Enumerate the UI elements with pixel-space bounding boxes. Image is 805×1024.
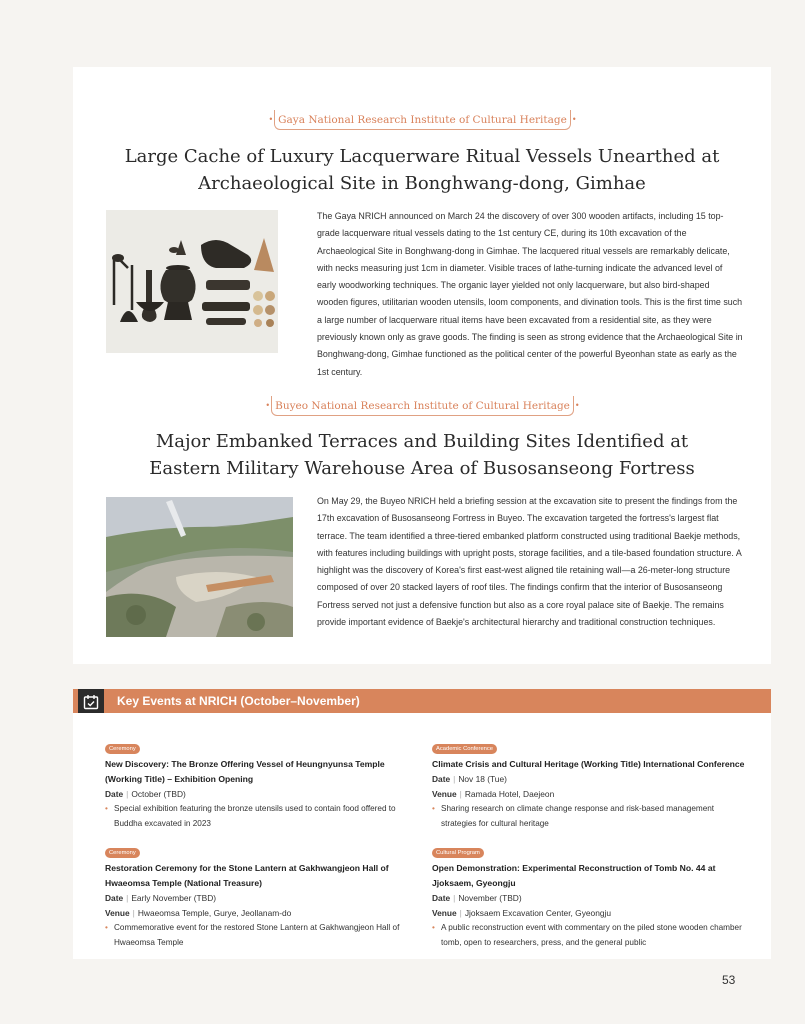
events-heading: Key Events at NRICH (October–November) bbox=[117, 694, 360, 708]
event-category-badge: Academic Conference bbox=[432, 744, 497, 754]
date-value: October (TBD) bbox=[131, 789, 186, 799]
date-label: Date bbox=[105, 789, 124, 799]
event-title: Open Demonstration: Experimental Reconstruction of Tomb No. 44 at Jjoksaem, Gyeongju bbox=[432, 863, 716, 888]
event-category-badge: Ceremony bbox=[105, 744, 140, 754]
event-venue: Venue | Hwaeomsa Temple, Gurye, Jeollanam-do bbox=[105, 908, 292, 918]
institute-tag: • Gaya National Research Institute of Cultural Heritage • bbox=[274, 110, 571, 130]
venue-value: Jjoksaem Excavation Center, Gyeongju bbox=[464, 908, 612, 918]
event-date: Date | Early November (TBD) bbox=[105, 893, 217, 903]
article-title-line: Major Embanked Terraces and Building Sites Identified at bbox=[155, 431, 689, 452]
venue-label: Venue bbox=[105, 908, 130, 918]
event-item bbox=[432, 737, 750, 831]
date-label: Date bbox=[432, 774, 451, 784]
event-category-badge: Cultural Program bbox=[432, 848, 484, 858]
events-panel bbox=[73, 713, 771, 959]
event-description: • Special exhibition featuring the bronze utensils used to contain food offered to Buddha excavated in 2023 bbox=[105, 802, 423, 831]
event-title: Climate Crisis and Cultural Heritage (Working Title) International Conference bbox=[432, 759, 745, 769]
event-description: • Sharing research on climate change response and risk-based management strategies for cultural heritage bbox=[432, 802, 750, 831]
event-date: Date | Nov 18 (Tue) bbox=[432, 774, 507, 784]
article-title bbox=[73, 143, 771, 197]
event-venue: Venue | Jjoksaem Excavation Center, Gyeongju bbox=[432, 908, 612, 918]
event-title: New Discovery: The Bronze Offering Vessel of Heungnyunsa Temple (Working Title) – Exhibition Opening bbox=[105, 759, 385, 784]
date-value: Nov 18 (Tue) bbox=[458, 774, 507, 784]
institute-name: Buyeo National Research Institute of Cultural Heritage bbox=[275, 399, 570, 412]
venue-label: Venue bbox=[432, 908, 457, 918]
page-number: 53 bbox=[722, 973, 736, 987]
article-title-line: Eastern Military Warehouse Area of Busosanseong Fortress bbox=[149, 458, 695, 479]
date-value: Early November (TBD) bbox=[131, 893, 217, 903]
article-title-line: Archaeological Site in Bonghwang-dong, Gimhae bbox=[198, 173, 646, 194]
fortress-aerial-photo bbox=[106, 497, 293, 637]
event-item bbox=[105, 737, 423, 831]
date-label: Date bbox=[432, 893, 451, 903]
date-label: Date bbox=[105, 893, 124, 903]
event-item bbox=[432, 841, 750, 950]
article-title-line: Large Cache of Luxury Lacquerware Ritual Vessels Unearthed at bbox=[124, 146, 720, 167]
institute-name: Gaya National Research Institute of Cultural Heritage bbox=[278, 113, 567, 126]
event-category-badge: Ceremony bbox=[105, 848, 140, 858]
event-item bbox=[105, 841, 423, 950]
venue-label: Venue bbox=[432, 789, 457, 799]
articles-card bbox=[73, 67, 771, 664]
lacquerware-artifacts-photo bbox=[106, 210, 278, 353]
article-body: The Gaya NRICH announced on March 24 the discovery of over 300 wooden artifacts, including 15 top-grade lacquerware ritual vessels dating to the 1st century CE, during its 10th excavation of the Archaeological Site in Bonghwang-dong in Gimhae. The lacquered ritual vessels are remarkably delicate, with necks measuring just 1cm in diameter. Visible traces of lathe-turning indicate the advanced level of early woodworking techniques. The organic layer yielded not only lacquerware, but also bird-shaped wooden figures, utilitarian wooden utensils, loom components, and divination tools. This is the first time such a large number of lacquerware ritual items have been excavated from a residential site, as they were previously known only as grave goods. The finding is seen as strong evidence that the Archaeological Site in Bonghwang-dong, Gimhae functioned as the political center of the powerful Byeonhan state as early as the 1st century. bbox=[317, 211, 743, 377]
event-description: • A public reconstruction event with commentary on the piled stone wooden chamber tomb, open to researchers, press, and the general public bbox=[432, 921, 750, 950]
event-title: Restoration Ceremony for the Stone Lantern at Gakhwangjeon Hall of Hwaeomsa Temple (National Treasure) bbox=[105, 863, 389, 888]
event-venue: Venue | Ramada Hotel, Daejeon bbox=[432, 789, 555, 799]
event-description: • Commemorative event for the restored Stone Lantern at Gakhwangjeon Hall of Hwaeomsa Temple bbox=[105, 921, 423, 950]
calendar-check-icon bbox=[78, 689, 104, 715]
institute-tag: • Buyeo National Research Institute of Cultural Heritage • bbox=[271, 396, 574, 416]
article-title bbox=[73, 428, 771, 482]
article-body: On May 29, the Buyeo NRICH held a briefing session at the excavation site to present the findings from the 17th excavation of Busosanseong Fortress in Buyeo. The excavation targeted the fortress's largest flat terrace. The team identified a three-tiered embanked platform constructed using traditional Baekje methods, with features including buildings with upright posts, storage facilities, and a tile-based foundation structure. A highlight was the discovery of Korea's first east-west aligned tile retaining wall—a 26-meter-long structure composed of over 20 stacked layers of roof tiles. The findings confirm that the interior of Busosanseong Fortress served not just a defensive function but also as a core royal palace site of Baekje. The remains provide important evidence of Baekje's architectural hierarchy and traditional construction techniques. bbox=[317, 496, 742, 628]
venue-value: Ramada Hotel, Daejeon bbox=[464, 789, 555, 799]
event-date: Date | October (TBD) bbox=[105, 789, 186, 799]
date-value: November (TBD) bbox=[458, 893, 522, 903]
venue-value: Hwaeomsa Temple, Gurye, Jeollanam-do bbox=[137, 908, 292, 918]
event-date: Date | November (TBD) bbox=[432, 893, 522, 903]
